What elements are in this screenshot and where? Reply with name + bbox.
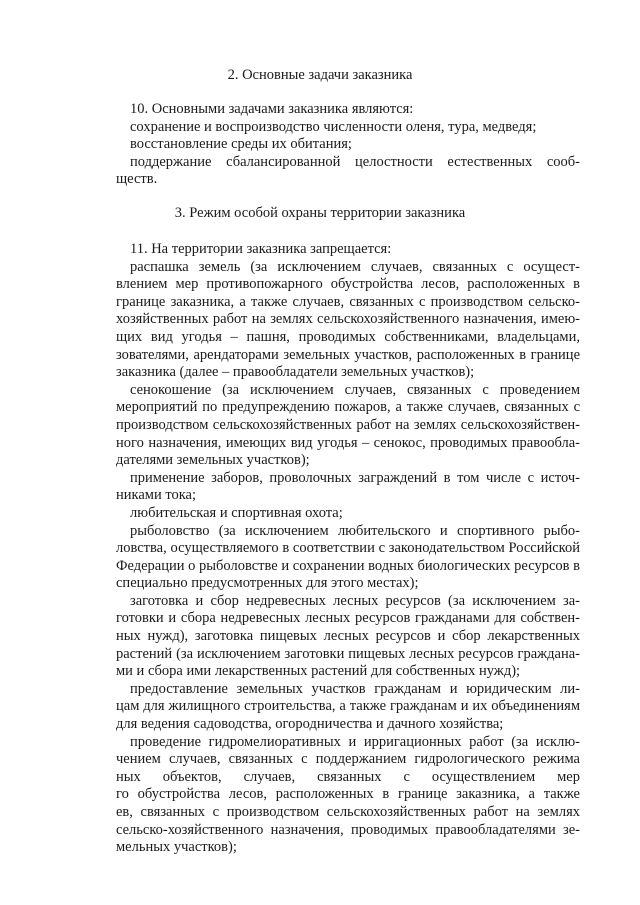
paragraph-line: применение заборов, проволочных заграждений в том числе с источ-: [130, 469, 580, 486]
paragraph-line: го обустройства лесов, расположенных в границе заказника, а также: [116, 786, 580, 803]
paragraph-line: производством сельскохозяйственных работ на землях сельскохозяйствен-: [116, 416, 580, 433]
paragraph-line: заготовка и сбор недревесных лесных ресурсов (за исключением за-: [130, 592, 580, 609]
paragraph-line: ев, связанных с производством сельскохозяйственных работ на землях: [116, 804, 580, 820]
section-2-body: [116, 101, 580, 189]
paragraph-line: влением мер противопожарного обустройства лесов, расположенных в: [116, 276, 580, 293]
paragraph-line: чением случаев, связанных с поддержанием гидрологического режима: [116, 751, 580, 768]
paragraph-line: границе заказника, а также случаев, связанных с производством сельско-: [116, 293, 580, 310]
paragraph-line: ных объектов, случаев, связанных с осуществлением мер: [116, 768, 580, 785]
paragraph-line: восстановление среды их обитания;: [130, 136, 352, 153]
paragraph-line: дателями земельных участков);: [116, 452, 310, 469]
paragraph-line: ловства, осуществляемого в соответствии с законодательством Российской: [116, 540, 580, 557]
paragraph-line: сенокошение (за исключением случаев, связанных с проведением: [130, 381, 580, 398]
paragraph-line: для ведения садоводства, огородничества и дачного хозяйства;: [116, 716, 504, 733]
paragraph-line: распашка земель (за исключением случаев, связанных с осущест-: [130, 258, 580, 275]
section-3-heading: 3. Режим особой охраны территории заказника: [174, 205, 466, 221]
paragraph-line: растений (за исключением заготовки пищевых лесных ресурсов граждана-: [116, 645, 580, 662]
paragraph-line: ми и сбора ими лекарственных растений для собственных нужд);: [116, 663, 521, 680]
paragraph-line: Федерации о рыболовстве и сохранении водных биологических ресурсов в: [116, 557, 580, 574]
paragraph-line: заказника (далее – правообладатели земельных участков);: [116, 364, 475, 381]
section-2-heading: 2. Основные задачи заказника: [227, 67, 413, 83]
paragraph-line: зователями, арендаторами земельных участков, расположенных в границе: [116, 346, 580, 363]
paragraph-line: сельско-хозяйственного назначения, проводимых правообладателями зе-: [116, 821, 580, 838]
paragraph-line: ных нужд), заготовка пищевых лесных ресурсов и сбор лекарственных: [116, 628, 580, 645]
paragraph-line: 11. На территории заказника запрещается:: [130, 241, 392, 257]
paragraph-line: любительская и спортивная охота;: [130, 504, 343, 521]
paragraph-line: цам для жилищного строительства, а также гражданам и их объединениям: [116, 698, 580, 715]
paragraph-line: хозяйственных работ на землях сельскохозяйственного назначения, имею-: [116, 311, 580, 328]
paragraph-line: щих вид угодья – пашня, проводимых собственниками, владельцами,: [116, 328, 580, 345]
paragraph-line: сохранение и воспроизводство численности оленя, тура, медведя;: [130, 118, 537, 135]
paragraph-line: поддержание сбалансированной целостности естественных сооб-: [130, 153, 580, 170]
paragraph-line: готовки и сбора недревесных лесных ресурсов гражданами для собствен-: [116, 610, 580, 627]
paragraph-line: специально предусмотренных для этого местах);: [116, 575, 419, 592]
paragraph-line: никами тока;: [116, 487, 197, 504]
paragraph-line: ществ.: [116, 171, 158, 188]
paragraph-line: мельных участков);: [116, 839, 237, 856]
paragraph-line: мероприятий по предупреждению пожаров, а также случаев, связанных с: [116, 399, 580, 416]
section-3-body: [116, 241, 580, 857]
paragraph-line: рыболовство (за исключением любительского и спортивного рыбо-: [130, 522, 580, 539]
paragraph-line: проведение гидромелиоративных и ирригационных работ (за исклю-: [130, 733, 580, 750]
paragraph-line: предоставление земельных участков гражданам и юридическим ли-: [130, 680, 580, 697]
paragraph-line: ного назначения, имеющих вид угодья – сенокос, проводимых правообла-: [116, 434, 580, 451]
paragraph-line: 10. Основными задачами заказника являются:: [130, 101, 414, 117]
